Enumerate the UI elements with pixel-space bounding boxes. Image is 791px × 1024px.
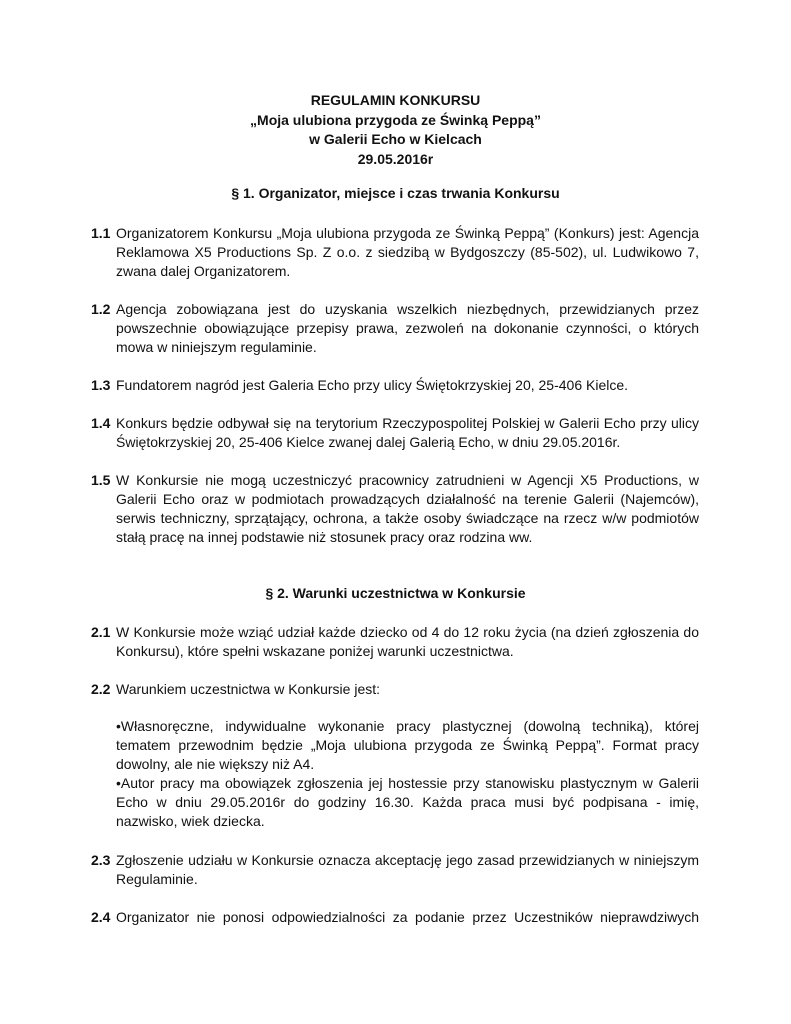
- bullet-item: •Własnoręczne, indywidualne wykonanie pracy plastycznej (dowolną techniką), której tematem przewodnim będzie „Moja ulubiona przygoda ze Świnką Peppą”. Format pracy dowolny, ale nie większy niż A4.: [116, 718, 699, 772]
- clause-text: Zgłoszenie udziału w Konkursie oznacza akceptację jego zasad przewidzianych w niniejszym Regulaminie.: [116, 852, 699, 887]
- clause-2-1: [91, 623, 699, 661]
- clause-2-2: [91, 680, 699, 699]
- clause-text: Organizatorem Konkursu „Moja ulubiona przygoda ze Świnką Peppą” (Konkurs) jest: Agencja Reklamowa X5 Productions Sp. Z o.o. z siedzibą w Bydgoszczy (85-502), ul. Ludwikowo 7, zwana dalej Organizatorem.: [116, 225, 699, 279]
- section-1-heading: § 1. Organizator, miejsce i czas trwania Konkursu: [231, 185, 560, 201]
- venue-line: w Galerii Echo w Kielcach: [309, 131, 482, 147]
- section-2-heading: § 2. Warunki uczestnictwa w Konkursie: [265, 585, 526, 601]
- clause-1-5: [91, 471, 699, 547]
- document-title: [0, 91, 791, 169]
- clause-1-2: [91, 300, 699, 357]
- clause-text: Agencja zobowiązana jest do uzyskania wszelkich niezbędnych, przewidzianych przez powszechnie obowiązujące przepisy prawa, zezwoleń na dokonanie czynności, o których mowa w niniejszym regulaminie.: [116, 301, 699, 355]
- bullet-item: •Autor pracy ma obowiązek zgłoszenia jej hostessie przy stanowisku plastycznym w Galerii Echo w dniu 29.05.2016r do godziny 16.30. Każda praca musi być podpisana - imię, nazwisko, wiek dziecka.: [116, 775, 699, 829]
- date-line: 29.05.2016r: [357, 150, 434, 167]
- clause-text: Warunkiem uczestnictwa w Konkursie jest:: [116, 681, 381, 697]
- clause-text: W Konkursie może wziąć udział każde dziecko od 4 do 12 roku życia (na dzień zgłoszenia do Konkursu), które spełni wskazane poniżej warunki uczestnictwa.: [116, 624, 699, 659]
- clause-number: 2.1: [91, 624, 111, 640]
- clause-number: 1.1: [91, 225, 111, 241]
- clause-2-4: [91, 908, 699, 927]
- clause-text: Fundatorem nagród jest Galeria Echo przy ulicy Świętokrzyskiej 20, 25-406 Kielce.: [116, 377, 629, 393]
- clause-text: W Konkursie nie mogą uczestniczyć pracownicy zatrudnieni w Agencji X5 Productions, w Galerii Echo oraz w podmiotach prowadzących działalność na terenie Galerii (Najemców), serwis techniczny, sprzątający, ochrona, a także osoby świadczące na rzecz w/w podmiotów stałą pracę na innej podstawie niż stosunek pracy oraz rodzina ww.: [116, 472, 699, 545]
- contest-name: „Moja ulubiona przygoda ze Świnką Peppą”: [250, 111, 541, 128]
- clause-1-4: [91, 414, 699, 452]
- title-line: REGULAMIN KONKURSU: [310, 92, 481, 108]
- clause-text: Konkurs będzie odbywał się na terytorium Rzeczypospolitej Polskiej w Galerii Echo przy ulicy Świętokrzyskiej 20, 25-406 Kielce zwanej dalej Galerią Echo, w dniu 29.05.2016r.: [116, 415, 699, 450]
- clause-1-1: [91, 224, 699, 281]
- clause-1-3: [91, 376, 699, 395]
- clause-2-3: [91, 851, 699, 889]
- clause-number: 1.3: [91, 377, 111, 393]
- clause-number: 2.2: [91, 681, 111, 697]
- clause-number: 1.5: [91, 472, 111, 488]
- clause-number: 2.3: [91, 852, 111, 868]
- clause-number: 2.4: [91, 909, 111, 925]
- clause-text: Organizator nie ponosi odpowiedzialności za podanie przez Uczestników nieprawdziwych: [116, 909, 699, 925]
- clause-number: 1.4: [91, 415, 111, 431]
- clause-number: 1.2: [91, 301, 111, 317]
